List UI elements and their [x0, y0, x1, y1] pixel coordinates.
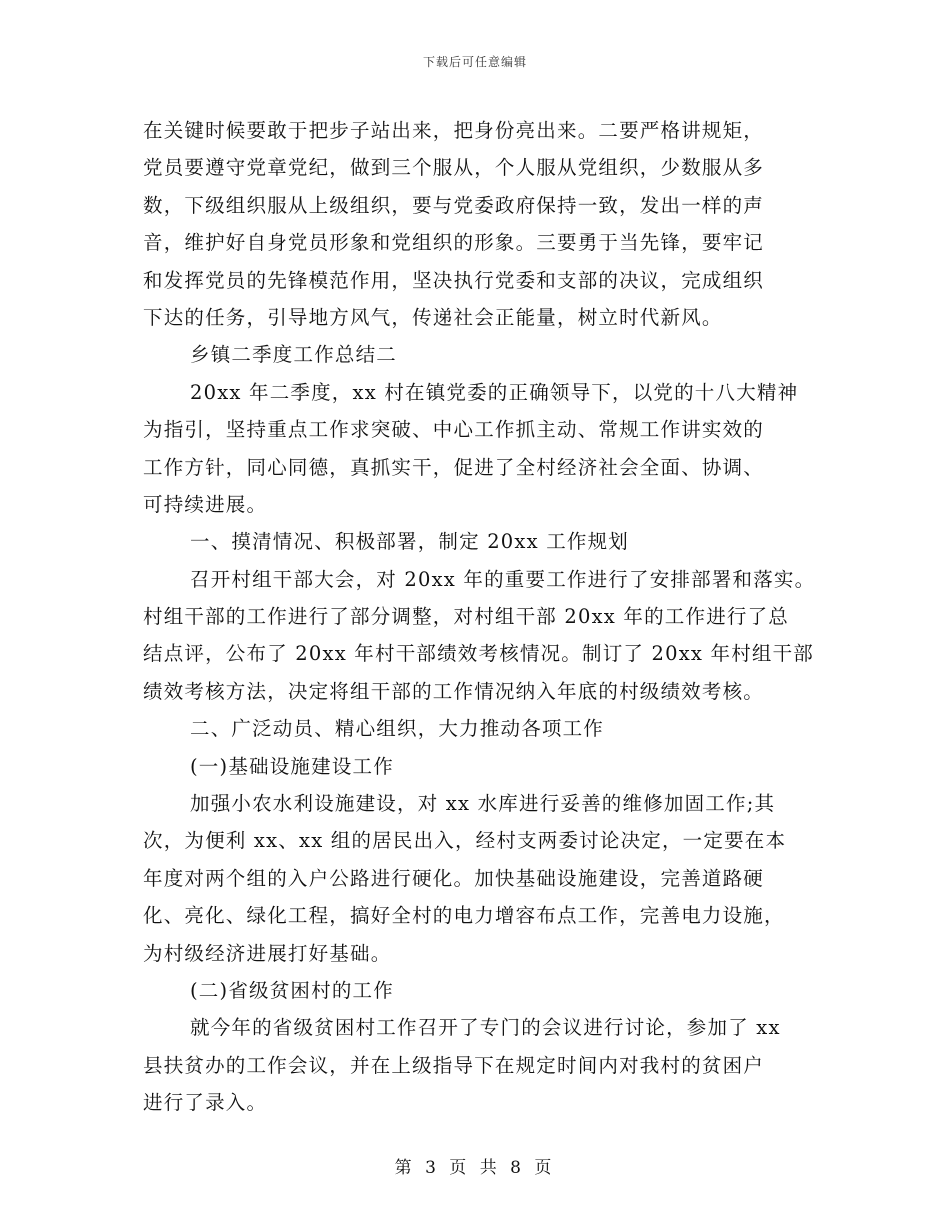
body-text-line: 在关键时候要敢于把步子站出来，把身份亮出来。二要严格讲规矩，	[143, 119, 765, 142]
subsection-heading: (一)基础设施建设工作	[190, 754, 394, 778]
body-text-line: 和发挥党员的先锋模范作用，坚决执行党委和支部的决议，完成组织	[143, 268, 765, 292]
body-text-line: 音，维护好自身党员形象和党组织的形象。三要勇于当先锋，要牢记	[143, 231, 765, 255]
body-text-line: 进行了录入。	[143, 1091, 268, 1115]
body-text-line: 就今年的省级贫困村工作召开了专门的会议进行讨论，参加了 xx	[190, 1016, 781, 1040]
section-heading: 二、广泛动员、精心组织，大力推动各项工作	[190, 717, 605, 741]
body-text-line: 绩效考核方法，决定将组干部的工作情况纳入年底的村级绩效考核。	[143, 679, 765, 703]
body-text-line: 为村级经济进展打好基础。	[143, 941, 392, 965]
body-text-line: 数，下级组织服从上级组织，要与党委政府保持一致，发出一样的声	[143, 193, 765, 217]
body-text-line: 召开村组干部大会，对 20xx 年的重要工作进行了安排部署和落实。	[190, 567, 816, 591]
document-body	[143, 112, 823, 1122]
body-text-line: 党员要遵守党章党纪，做到三个服从，个人服从党组织，少数服从多	[143, 156, 765, 180]
body-text-line: 结点评，公布了 20xx 年村干部绩效考核情况。制订了 20xx 年村组干部	[143, 642, 815, 666]
page-header: 下载后可任意编辑	[422, 55, 527, 69]
body-text-line: 村组干部的工作进行了部分调整，对村组干部 20xx 年的工作进行了总	[143, 605, 790, 629]
body-text-line: 工作方针，同心同德，真抓实干，促进了全村经济社会全面、协调、	[143, 455, 765, 479]
body-text-line: 为指引，坚持重点工作求突破、中心工作抓主动、常规工作讲实效的	[143, 418, 765, 442]
page-number-footer: 第 3 页 共 8 页	[394, 1158, 556, 1178]
body-text-line: 县扶贫办的工作会议，并在上级指导下在规定时间内对我村的贫困户	[143, 1053, 765, 1077]
body-text-line: 20xx 年二季度，xx 村在镇党委的正确领导下，以党的十八大精神	[190, 380, 799, 404]
body-text-line: 加强小农水利设施建设，对 xx 水库进行妥善的维修加固工作;其	[190, 792, 776, 816]
section-heading: 一、摸清情况、积极部署，制定 20xx 工作规划	[190, 530, 630, 554]
body-text-line: 化、亮化、绿化工程，搞好全村的电力增容布点工作，完善电力设施，	[143, 904, 785, 928]
body-text-line: 可持续进展。	[143, 492, 268, 516]
section-title: 乡镇二季度工作总结二	[190, 343, 398, 367]
body-text-line: 年度对两个组的入户公路进行硬化。加快基础设施建设，完善道路硬	[143, 866, 765, 890]
subsection-heading: (二)省级贫困村的工作	[190, 978, 394, 1002]
body-text-line: 下达的任务，引导地方风气，传递社会正能量，树立时代新风。	[143, 305, 723, 329]
body-text-line: 次，为便利 xx、xx 组的居民出入，经村支两委讨论决定，一定要在本	[143, 829, 787, 853]
